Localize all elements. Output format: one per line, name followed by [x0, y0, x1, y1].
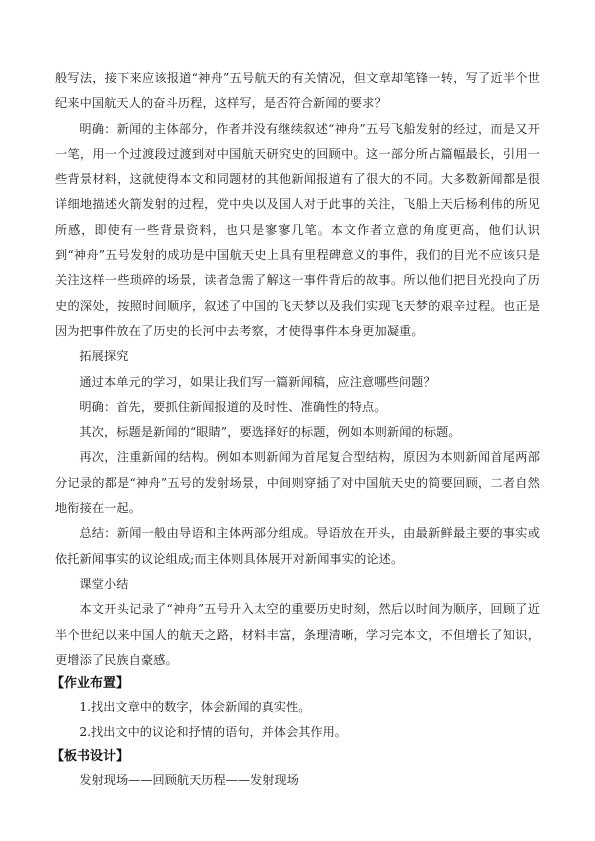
paragraph-question: 般写法，接下来应该报道“神舟”五号航天的有关情况，但文章却笔锋一转，写了近半个世纪来中国航天人的奋斗历程，这样写，是否符合新闻的要求？: [55, 71, 540, 111]
homework-item-2: 2.找出文中的议论和抒情的语句，并体会其作用。: [79, 725, 347, 740]
heading-class-summary: 课堂小结: [79, 576, 129, 591]
document-body: [51, 66, 540, 793]
homework-item-1: 1.找出文章中的数字，体会新闻的真实性。: [79, 700, 311, 715]
board-design-section-title: 【板书设计】: [51, 748, 130, 764]
heading-extension-inquiry: 拓展探究: [79, 349, 129, 364]
paragraph-answer: 明确：新闻的主体部分，作者并没有继续叙述“神舟”五号飞船发射的经过，而是又开一笔，用一个过渡段过渡到对中国航天研究史的回顾中。这一部分所占篇幅最长，引用一些背景材料，这就使得本文和同题材的其他新闻报道有了很大的不同。大多数新闻都是很详细地描述火箭发射的过程，党中央以及国人对于此事的关注，飞船上天后杨利伟的所见所感，即使有一些背景资料，也只是寥寥几笔。本文作者立意的角度更高，他们认识到“神舟”五号发射的成功是中国航天史上具有里程碑意义的事件，我们的目光不应该只是关注这样一些琐碎的场景，读者急需了解这一事件背后的故事。所以他们把目光投向了历史的深处，按照时间顺序，叙述了中国的飞天梦以及我们实现飞天梦的艰辛过程。也正是因为把事件放在了历史的长河中去考察，才使得事件本身更加凝重。: [55, 121, 540, 338]
homework-section-title: 【作业布置】: [51, 676, 130, 692]
paragraph-second: 其次，标题是新闻的“眼睛”，要选择好的标题，例如本则新闻的标题。: [79, 425, 461, 440]
paragraph-summary: 总结：新闻一般由导语和主体两部分组成。导语放在开头，由最新鲜最主要的事实或依托新闻事实的议论组成;而主体则具体展开对新闻事实的论述。: [55, 526, 540, 566]
board-design-content: 发射现场——回顾航天历程——发射现场: [79, 772, 299, 787]
paragraph-third: 再次，注重新闻的结构。例如本则新闻为首尾复合型结构，原因为本则新闻首尾两部分记录的都是“神舟”五号的发射场景，中间则穿插了对中国航天史的简要回顾，二者自然地衔接在一起。: [55, 450, 540, 516]
paragraph-prompt: 通过本单元的学习，如果让我们写一篇新闻稿，应注意哪些问题？: [79, 374, 436, 389]
paragraph-first: 明确：首先，要抓住新闻报道的及时性、准确性的特点。: [79, 399, 387, 414]
paragraph-class-summary: 本文开头记录了“神舟”五号升入太空的重要历史时刻，然后以时间为顺序，回顾了近半个世纪以来中国人的航天之路，材料丰富，条理清晰，学习完本文，不但增长了知识，更增添了民族自豪感。: [55, 602, 540, 667]
